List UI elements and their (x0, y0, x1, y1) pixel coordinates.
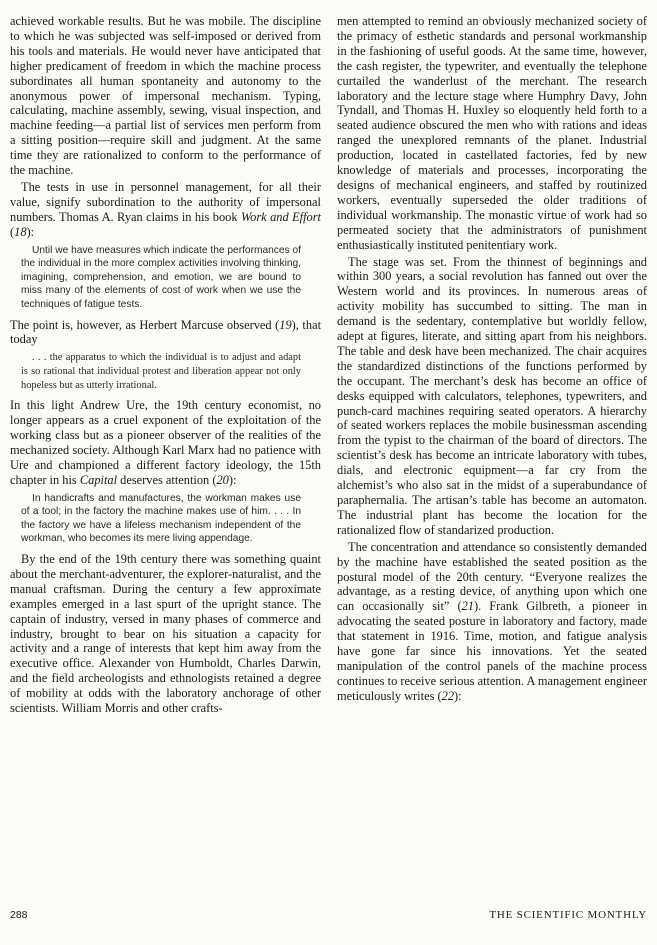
paragraph (10, 398, 321, 487)
text-run: The concentration and attendance so consistently demanded by the machine have established the seated position as the postural model of the 20th century. “Everyone realizes the advantage, as a resting device, of anything upon which one can occasionally sit” ( (337, 539, 647, 614)
block-quote (10, 351, 321, 392)
reference-number: 20 (216, 472, 229, 487)
page-footer (10, 909, 647, 925)
reference-number: 22 (441, 688, 455, 703)
paragraph (337, 540, 647, 704)
text-run: The point is, however, as Herbert Marcuse observed ( (10, 317, 280, 332)
reference-number: 19 (279, 317, 292, 332)
block-quote (10, 244, 321, 312)
paragraph: achieved workable results. But he was mobile. The discipline to which he was subjected was self-imposed or derived from his tools and materials. He would never have anticipated that higher predicament of freedom in which the machine process subordinates all human spontaneity and autonomy to the anonymous power of impersonal mechanism. Typing, calculating, machine assembly, sewing, visual inspection, and machine feeding—a partial list of services men perform from a sitting position—require skill and judgment. At the same time they are rationalized to conform to the performance of the machine. (10, 14, 321, 178)
text-run: ): (26, 224, 35, 239)
text-run: In this light Andrew Ure, the 19th century economist, no longer appears as a cruel exponent of the exploitation of the working class but as a pioneer observer of the realities of the mechanized society. Although Karl Marx had no patience with Ure and championed a different factory ideology, the 15th chapter in his (10, 398, 321, 487)
block-quote (10, 492, 321, 546)
paragraph: The stage was set. From the thinnest of beginnings and within 300 years, a social revolution has fanned out over the Western world and its provinces. In numerous areas of activity mobility has succumbed to sitting. The man in demand is the sedentary, contemplative but worldly fellow, adept at figures, literate, and sitting apart from his neighbors. The table and desk have been mechanized. The chair acquires the standardized distinctions of the functions performed by the occupant. The merchant’s desk has become an office of desks equipped with calculators, telephones, typewriters, and punch-card machines requiring seated operators. A hierarchy of seated workers replaces the mobile businessman ascending from the typist to the chairman of the board of directors. The scientist’s desk has become an intricate laboratory with tubes, dials, and electronic equipment—a far cry from the alchemist’s who also sat in the midst of a superabundance of paraphernalia. The artisan’s table has become an automaton. The industrial plant has become the location for the rationalized flow of standarized production. (337, 254, 647, 537)
left-column (10, 14, 321, 716)
text-run: The tests in use in personnel management, for all their value, signify subordination to the authority of impersonal numbers. Thomas A. Ryan claims in his book (10, 179, 321, 224)
text-run: ): (228, 472, 237, 487)
reference-number: 18 (14, 224, 27, 239)
paragraph: By the end of the 19th century there was something quaint about the merchant-adventurer, the explorer-naturalist, and the manual craftsman. During the century a few approximate examples emerged in a last spurt of the upright stance. The captain of industry, versed in many phases of commerce and industry, brought to bear on his situation a capacity for activity and a range of interests that kept him away from the executive office. Alexander von Humboldt, Charles Darwin, and the field archeologists and ethnologists retained a degree of mobility at odds with the laboratory anchorage of other scientists. William Morris and other crafts- (10, 551, 321, 716)
journal-title: THE SCIENTIFIC MONTHLY (489, 909, 647, 921)
paragraph (10, 318, 321, 348)
quote-text: Until we have measures which indicate the performances of the individual in the more complex activities involving thinking, imagining, comprehension, and emotion, we are bound to miss many of the elements of cost of work when we use the techniques of fatigue tests. (21, 244, 301, 310)
page-number: 288 (10, 909, 28, 921)
text-run: ( (10, 224, 15, 239)
paragraph: men attempted to remind an obviously mechanized society of the primacy of esthetic standards and personal workmanship in the fashioning of useful goods. At the same time, however, the cash register, the typewriter, and eventually the telephone curtailed the wanderlust of the merchant. The research laboratory and the lecture stage where Humphry Davy, John Tyndall, and Thomas H. Huxley so eloquently held forth to a seated audience obscured the men who with rations and ideas ranged the unexplored remnants of the planet. Industrial production, located in castellated factories, fed by new knowledge of materials and processes, incorporating the designs of mechanical engineers, and staffed by routinized workers, eventually superseded the older traditions of individual workmanship. The monastic virtue of work had so permeated society that the administrators of punishment enthusiastically instituted penitentiary work. (337, 14, 647, 252)
right-column (337, 14, 647, 704)
book-title: Work and Effort (240, 209, 321, 224)
reference-number: 21 (461, 599, 474, 614)
quote-text: In handicrafts and manufactures, the workman makes use of a tool; in the factory the machine makes use of him. . . . In the factory we have a lifeless mechanism independent of the workman, who becomes its mere living appendage. (21, 492, 301, 545)
quote-text: . . . the apparatus to which the individual is to adjust and adapt is so rational that individual protest and liberation appear not only hopeless but as utterly irrational. (21, 352, 301, 391)
text-run: deserves attention ( (117, 472, 217, 487)
paragraph (10, 180, 321, 240)
text-run: ): (454, 688, 462, 703)
book-title: Capital (79, 472, 118, 487)
text-run: ), that today (10, 317, 322, 347)
text-run: ). Frank Gilbreth, a pioneer in advocating the seated posture in laboratory and factory, made that statement in 1916. Time, motion, and fatigue analysis have gone far since his innovations. Yet the seated manipulation of the control panels of the machine process continues to receive serious attention. A management engineer meticulously writes ( (337, 599, 648, 703)
